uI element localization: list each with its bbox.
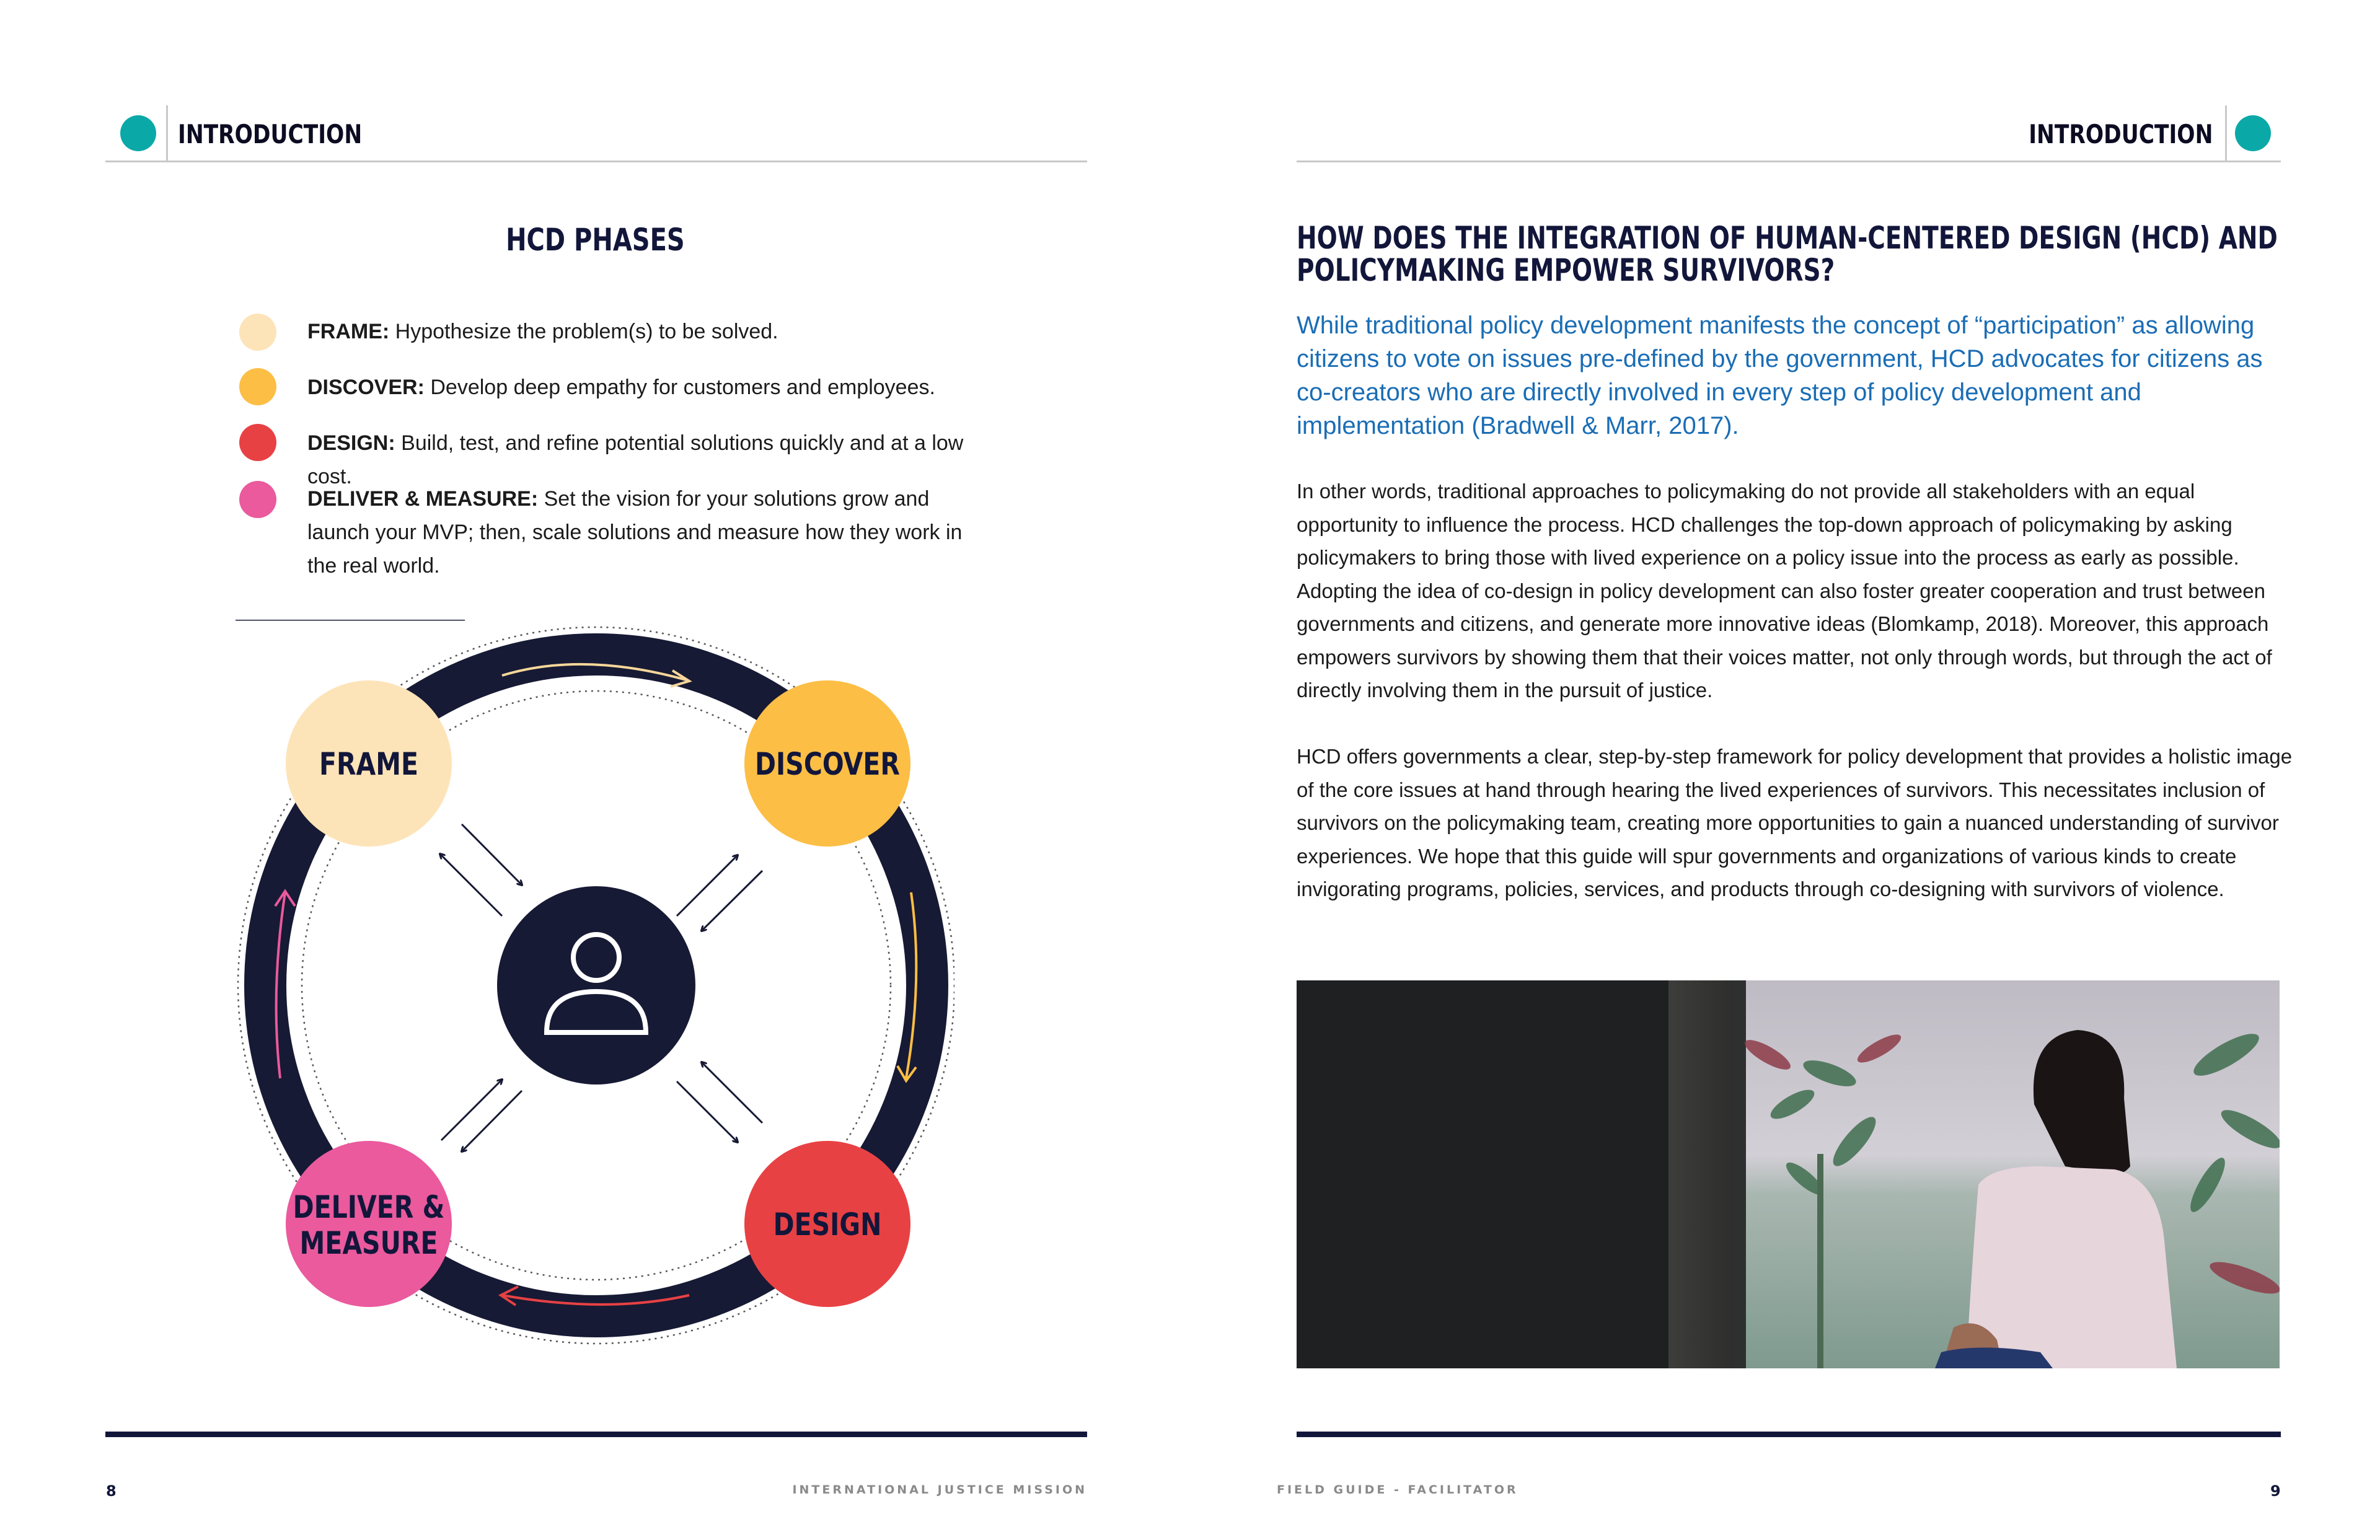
body-paragraph-2: HCD offers governments a clear, step-by-step framework for policy development that provides a holistic image of the core issues at hand through hearing the lived experiences of survivors. This necessitates inclusion of survivors on the policymaking team, creating more opportunities to gain a nuanced understanding of survivor experiences. We hope that this guide will spur governments and organizations of various kinds to create invigorating programs, policies, services, and products through co-designing with survivors of violence. [1297,745,2293,900]
phase-desc: Set the vision for your solutions grow and launch your MVP; then, scale solutions and measure how they work in the real world. [307,487,963,578]
phase-desc: Hypothesize the problem(s) to be solved. [395,320,778,343]
phase-name: DISCOVER: [307,376,425,399]
phase-item-frame [307,315,1002,348]
center-circle [497,886,695,1085]
phase-name: FRAME: [307,320,390,343]
phase-dot-design [239,424,276,461]
hcd-cycle-diagram [236,620,954,1363]
body-paragraph-1: In other words, traditional approaches to policymaking do not provide all stakeholders with an equal opportunity to influence the process. HCD challenges the top-down approach of policymaking by asking policymakers to bring those with lived experience on a policy issue into the process as early as possible. Adopting the idea of co-design in policy development can also foster greater cooperation and trust between governments and citizens, and generate more innovative ideas (Blomkamp, 2018). Moreover, this approach empowers survivors by showing them that their voices matter, not only through words, but through the act of directly involving them in the pursuit of justice. [1297,480,2272,702]
phase-name: DELIVER & MEASURE: [307,487,539,511]
phase-dot-deliver [239,481,276,518]
section-title: HCD PHASES [506,222,685,258]
lead-paragraph: While traditional policy development manifests the concept of “participation” as allowing citizens to vote on issues pre-defined by the government, HCD advocates for citizens as co-creators who are directly involved in every step of policy development and implementation (Bradwell & Marr, 2017). [1297,312,2263,439]
question-title-line1: HOW DOES THE INTEGRATION OF HUMAN-CENTERED DESIGN (HCD) AND [1297,220,2278,256]
header-title-left: INTRODUCTION [178,119,363,149]
survivor-photo [1297,980,2280,1368]
phase-desc: Build, test, and refine potential solutions quickly and at a low cost. [307,431,964,488]
photo-illustration [1297,980,2280,1368]
page-number-right: 9 [2270,1482,2281,1500]
header-dot-left [120,115,156,151]
header-divider-left [166,105,168,162]
header-title-right: INTRODUCTION [2028,119,2213,149]
header-rule-left [105,161,1087,162]
header-divider-right [2225,105,2227,162]
footer-text-right: FIELD GUIDE - FACILITATOR [1277,1483,1518,1497]
header-rule-right [1297,161,2281,162]
question-title [1297,222,2360,286]
footer-rule-left [105,1432,1087,1437]
node-label-design: DESIGN [773,1207,882,1243]
footer-rule-right [1297,1432,2281,1437]
node-label-deliver-line1: DELIVER & [293,1189,445,1226]
phase-desc: Develop deep empathy for customers and employees. [430,376,935,399]
question-title-line2: POLICYMAKING EMPOWER SURVIVORS? [1297,252,1835,288]
page-number-left: 8 [106,1482,117,1500]
node-label-deliver-line2: MEASURE [299,1225,438,1262]
node-label-frame: FRAME [319,746,419,783]
phase-item-discover [307,371,1002,404]
phase-dot-discover [239,368,276,405]
node-label-discover: DISCOVER [755,746,900,783]
phase-dot-frame [239,314,276,351]
phase-name: DESIGN: [307,431,395,455]
phase-item-deliver [307,482,977,583]
footer-text-left: INTERNATIONAL JUSTICE MISSION [792,1483,1087,1497]
header-dot-right [2235,115,2271,151]
